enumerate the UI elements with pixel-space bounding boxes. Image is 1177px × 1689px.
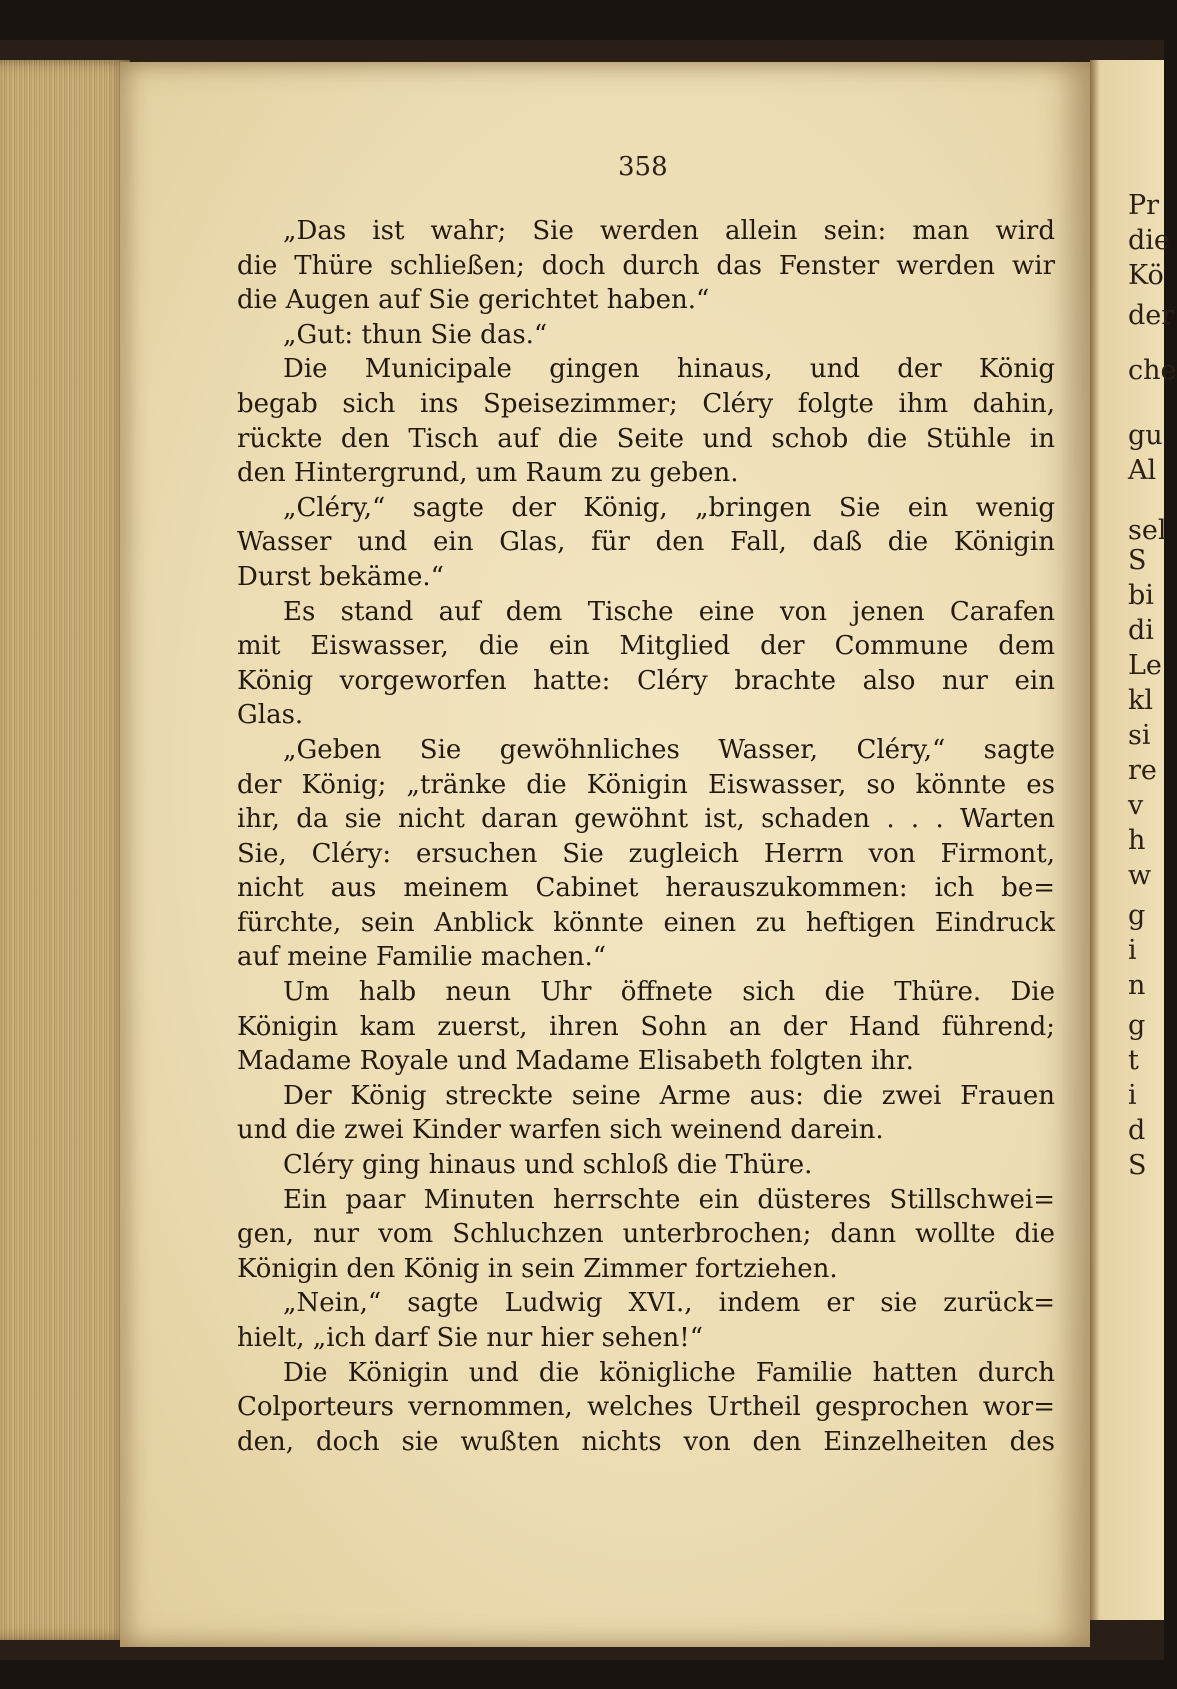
text-line: Glas. <box>237 700 304 731</box>
adjacent-page-fragment: d <box>1128 1115 1146 1146</box>
text-line: Colporteurs vernommen, welches Urtheil gesprochen wor= <box>237 1392 1055 1423</box>
text-line: auf meine Familie machen.“ <box>237 942 607 973</box>
text-line: Ein paar Minuten herrschte ein düsteres Stillschwei= <box>283 1184 1055 1215</box>
adjacent-page-fragment: g <box>1128 900 1146 931</box>
adjacent-page-fragment: bi <box>1128 580 1154 611</box>
text-line: Madame Royale und Madame Elisabeth folgten ihr. <box>237 1046 914 1077</box>
body-text <box>237 214 1055 1459</box>
text-line: Es stand auf dem Tische eine von jenen Carafen <box>283 596 1055 627</box>
text-line: den Hintergrund, um Raum zu geben. <box>237 458 739 489</box>
adjacent-page-fragment: Pr <box>1128 190 1160 221</box>
text-line: mit Eiswasser, die ein Mitglied der Commune dem <box>237 631 1055 662</box>
text-line: „Das ist wahr; Sie werden allein sein: man wird <box>283 216 1055 246</box>
text-line: die Augen auf Sie gerichtet haben.“ <box>237 285 710 316</box>
adjacent-page-fragment: t <box>1128 1045 1139 1076</box>
adjacent-page-fragment: i <box>1128 1080 1137 1111</box>
adjacent-page <box>1090 60 1177 1620</box>
adjacent-page-fragment: S <box>1128 545 1147 576</box>
adjacent-page-fragment: Le <box>1128 650 1162 681</box>
page-edges <box>0 60 130 1640</box>
adjacent-page-fragment: re <box>1128 755 1157 786</box>
text-line: „Gut: thun Sie das.“ <box>283 319 548 350</box>
adjacent-page-fragment: di <box>1128 615 1154 646</box>
adjacent-page-fragment: i <box>1128 935 1137 966</box>
text-line: Die Königin und die königliche Familie hatten durch <box>283 1357 1055 1388</box>
adjacent-page-fragment: Kö <box>1128 260 1164 291</box>
text-line: Durst bekäme.“ <box>237 561 444 592</box>
text-line: und die zwei Kinder warfen sich weinend darein. <box>237 1115 884 1146</box>
text-line: fürchte, sein Anblick könnte einen zu heftigen Eindruck <box>237 907 1055 938</box>
adjacent-page-fragment: die <box>1128 225 1170 256</box>
text-line: „Cléry,“ sagte der König, „bringen Sie ein wenig <box>283 492 1055 523</box>
text-line: Um halb neun Uhr öffnete sich die Thüre. Die <box>283 977 1055 1008</box>
text-line: Der König streckte seine Arme aus: die zwei Frauen <box>283 1080 1055 1111</box>
text-line: „Nein,“ sagte Ludwig XVI., indem er sie zurück= <box>283 1288 1055 1319</box>
adjacent-page-fragment: S <box>1128 1150 1147 1181</box>
text-line: der König; „tränke die Königin Eiswasser, so könnte es <box>237 769 1055 800</box>
text-line: Die Municipale gingen hinaus, und der König <box>283 354 1055 385</box>
text-line: Sie, Cléry: ersuchen Sie zugleich Herrn von Firmont, <box>237 838 1055 869</box>
text-line: hielt, „ich darf Sie nur hier sehen!“ <box>237 1323 704 1353</box>
adjacent-page-fragment: n <box>1128 970 1146 1001</box>
text-line: Königin kam zuerst, ihren Sohn an der Hand führend; <box>237 1011 1055 1042</box>
text-line: begab sich ins Speisezimmer; Cléry folgte ihm dahin, <box>237 388 1055 419</box>
adjacent-page-fragment: si <box>1128 720 1151 751</box>
text-line: den, doch sie wußten nichts von den Einzelheiten des <box>237 1426 1055 1457</box>
text-line: ihr, da sie nicht daran gewöhnt ist, schaden . . . Warten <box>237 804 1055 835</box>
text-line: nicht aus meinem Cabinet herauszukommen: ich be= <box>237 873 1055 904</box>
text-line: „Geben Sie gewöhnliches Wasser, Cléry,“ sagte <box>283 734 1055 765</box>
adjacent-page-fragment: Al <box>1128 455 1157 486</box>
adjacent-page-fragment: h <box>1128 825 1146 856</box>
adjacent-page-fragment: gu <box>1128 420 1163 451</box>
text-line: rückte den Tisch auf die Seite und schob die Stühle in <box>237 423 1055 454</box>
text-line: Königin den König in sein Zimmer fortziehen. <box>237 1253 838 1284</box>
adjacent-page-fragment: w <box>1128 860 1152 891</box>
text-line: Wasser und ein Glas, für den Fall, daß die Königin <box>237 527 1055 558</box>
text-line: König vorgeworfen hatte: Cléry brachte also nur ein <box>237 665 1055 696</box>
adjacent-page-fragment: sel <box>1128 515 1167 546</box>
text-line: gen, nur vom Schluchzen unterbrochen; dann wollte die <box>237 1219 1055 1250</box>
adjacent-page-fragment: g <box>1128 1010 1146 1041</box>
adjacent-page-fragment: kl <box>1128 685 1153 716</box>
adjacent-page-fragment: der <box>1128 300 1175 331</box>
adjacent-page-fragment: v <box>1128 790 1144 821</box>
page-number: 358 <box>618 152 668 182</box>
text-line: Cléry ging hinaus und schloß die Thüre. <box>283 1150 813 1181</box>
text-line: die Thüre schließen; doch durch das Fenster werden wir <box>237 250 1055 281</box>
adjacent-page-fragment: che <box>1128 355 1177 386</box>
